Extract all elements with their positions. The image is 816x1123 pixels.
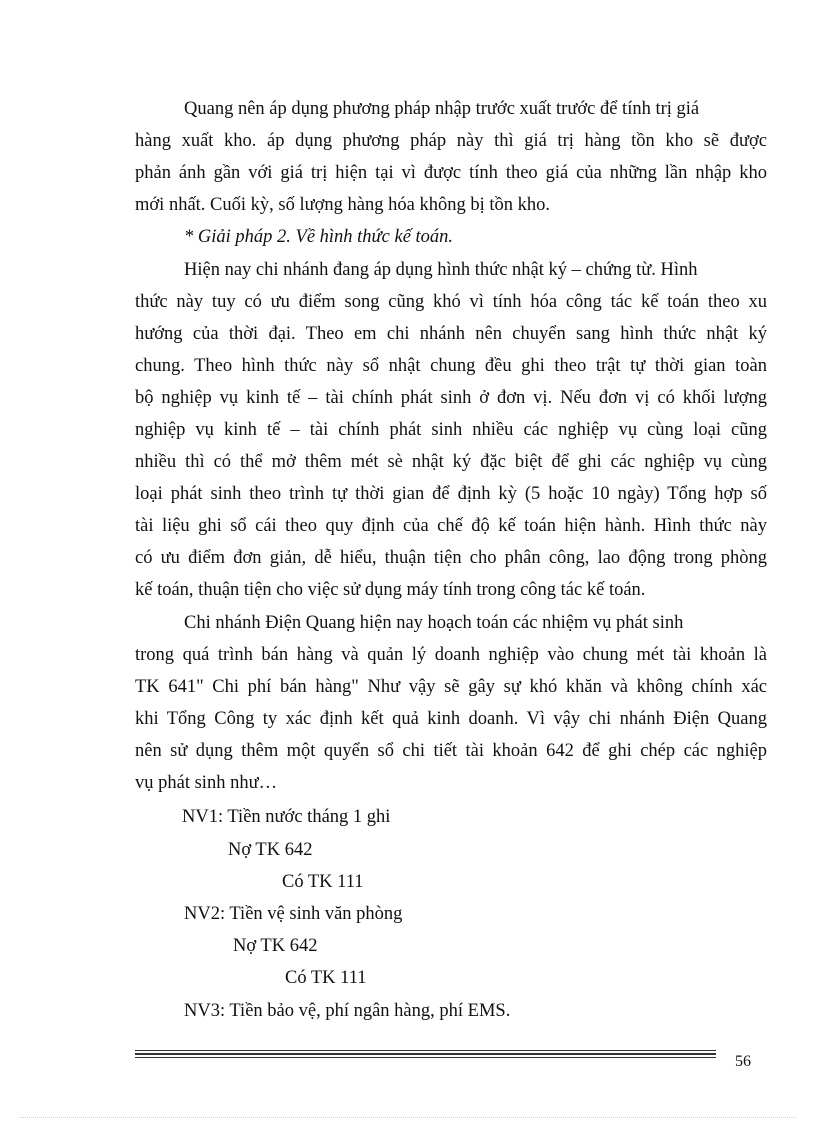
paragraph-2-line-6: nghiệp vụ kinh tế – tài chính phát sinh nhiều các nghiệp vụ cùng loại cũng: [135, 420, 767, 440]
entry-2-title: NV2: Tiền vệ sinh văn phòng: [184, 904, 403, 924]
footer-rule-bottom: [135, 1057, 716, 1058]
paragraph-2-line-3: hướng của thời đại. Theo em chi nhánh nên chuyển sang hình thức nhật ký: [135, 324, 767, 344]
page-bottom-dotted-border: [20, 1117, 796, 1118]
paragraph-3-line-6: vụ phát sinh như…: [135, 773, 278, 793]
paragraph-2-line-9: tài liệu ghi sổ cái theo quy định của chế độ kế toán hiện hành. Hình thức này: [135, 516, 767, 536]
paragraph-2-line-8: loại phát sinh theo trình tự thời gian để định kỳ (5 hoặc 10 ngày) Tổng hợp số: [135, 484, 767, 504]
paragraph-1-line-4: mới nhất. Cuối kỳ, số lượng hàng hóa không bị tồn kho.: [135, 195, 550, 215]
paragraph-2-line-11: kế toán, thuận tiện cho việc sử dụng máy tính trong công tác kế toán.: [135, 580, 646, 600]
solution-heading: * Giải pháp 2. Về hình thức kế toán.: [184, 227, 454, 247]
paragraph-2-line-1: Hiện nay chi nhánh đang áp dụng hình thức nhật ký – chứng từ. Hình: [184, 260, 698, 280]
paragraph-2-line-5: bộ nghiệp vụ kinh tế – tài chính phát sinh ở đơn vị. Nếu đơn vị có khối lượng: [135, 388, 767, 408]
paragraph-1-line-1: Quang nên áp dụng phương pháp nhập trước xuất trước để tính trị giá: [184, 99, 700, 119]
entry-2-debit: Nợ TK 642: [233, 936, 318, 956]
paragraph-3-line-4: khi Tổng Công ty xác định kết quả kinh doanh. Vì vậy chi nhánh Điện Quang: [135, 709, 767, 729]
paragraph-1-line-3: phản ánh gần với giá trị hiện tại vì được tính theo giá của những lần nhập kho: [135, 163, 767, 183]
paragraph-2-line-7: nhiều thì có thể mở thêm mét sè nhật ký đặc biệt để ghi các nghiệp vụ cùng: [135, 452, 767, 472]
paragraph-2-line-10: có ưu điểm đơn giản, dễ hiểu, thuận tiện cho phân công, lao động trong phòng: [135, 548, 767, 568]
paragraph-1-line-2: hàng xuất kho. áp dụng phương pháp này thì giá trị hàng tồn kho sẽ được: [135, 131, 767, 151]
entry-1-credit: Có TK 111: [282, 872, 364, 892]
entry-1-debit: Nợ TK 642: [228, 840, 313, 860]
footer-rule-middle: [135, 1053, 716, 1055]
entry-2-credit: Có TK 111: [285, 968, 367, 988]
footer-rule-top: [135, 1050, 716, 1051]
paragraph-3-line-5: nên sử dụng thêm một quyển sổ chi tiết tài khoản 642 để ghi chép các nghiệp: [135, 741, 767, 761]
entry-3-title: NV3: Tiền bảo vệ, phí ngân hàng, phí EMS.: [184, 1001, 511, 1021]
page-number: 56: [735, 1053, 751, 1070]
paragraph-2-line-4: chung. Theo hình thức này sổ nhật chung đều ghi theo trật tự thời gian toàn: [135, 356, 767, 376]
paragraph-3-line-2: trong quá trình bán hàng và quản lý doanh nghiệp vào chung mét tài khoản là: [135, 645, 767, 665]
paragraph-3-line-3: TK 641" Chi phí bán hàng" Như vậy sẽ gây sự khó khăn và không chính xác: [135, 677, 767, 697]
paragraph-3-line-1: Chi nhánh Điện Quang hiện nay hoạch toán các nhiệm vụ phát sinh: [184, 613, 684, 633]
paragraph-2-line-2: thức này tuy có ưu điểm song cũng khó vì tính hóa công tác kế toán theo xu: [135, 292, 767, 312]
entry-1-title: NV1: Tiền nước tháng 1 ghi: [182, 807, 391, 827]
